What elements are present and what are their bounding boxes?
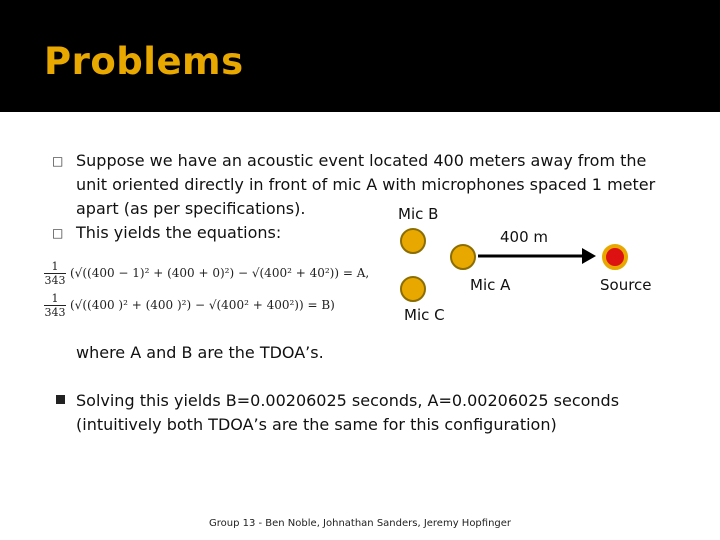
bullet1-line1: Suppose we have an acoustic event located 400 meters away from the xyxy=(76,151,647,170)
mic-b-circle xyxy=(400,228,426,254)
equation-1-fraction xyxy=(44,260,66,287)
equation-2: (√((400 )² + (400 )²) − √(400² + 400²)) = B) xyxy=(70,298,335,312)
bullet3-line1: Solving this yields B=0.00206025 seconds, A=0.00206025 seconds xyxy=(76,391,620,410)
mic-a-label: Mic A xyxy=(470,276,511,294)
slide-header xyxy=(0,0,720,112)
equation-2-denominator: 343 xyxy=(44,306,66,319)
bullet2-text: This yields the equations: xyxy=(76,223,282,242)
where-text: where A and B are the TDOA’s. xyxy=(76,343,324,362)
bullet1-line2: unit oriented directly in front of mic A with microphones spaced 1 meter xyxy=(76,175,656,194)
bullet-marker-icon: □ xyxy=(52,226,64,240)
equation-1: (√((400 − 1)² + (400 + 0)²) − √(400² + 40²)) = A, xyxy=(70,266,370,280)
mic-c-label: Mic C xyxy=(404,306,445,324)
source-label: Source xyxy=(600,276,652,294)
bullet3-line2: (intuitively both TDOA’s are the same for this configuration) xyxy=(76,415,557,434)
equation-1-numerator: 1 xyxy=(51,260,59,273)
bullet-square-icon xyxy=(55,394,67,406)
distance-label: 400 m xyxy=(500,228,549,246)
equation-1-denominator: 343 xyxy=(44,274,66,287)
distance-arrow-icon xyxy=(478,245,596,267)
mic-a-circle xyxy=(450,244,476,270)
equation-2-fraction xyxy=(44,292,66,319)
equation-2-numerator: 1 xyxy=(51,292,59,305)
slide-footer: Group 13 - Ben Noble, Johnathan Sanders, Jeremy Hopfinger xyxy=(208,518,512,529)
mic-b-label: Mic B xyxy=(398,205,439,223)
bullet-marker-icon: □ xyxy=(52,154,64,168)
mic-c-circle xyxy=(400,276,426,302)
slide-title: Problems xyxy=(44,40,244,83)
source-circle xyxy=(602,244,628,270)
bullet1-line3: apart (as per specifications). xyxy=(76,199,306,218)
